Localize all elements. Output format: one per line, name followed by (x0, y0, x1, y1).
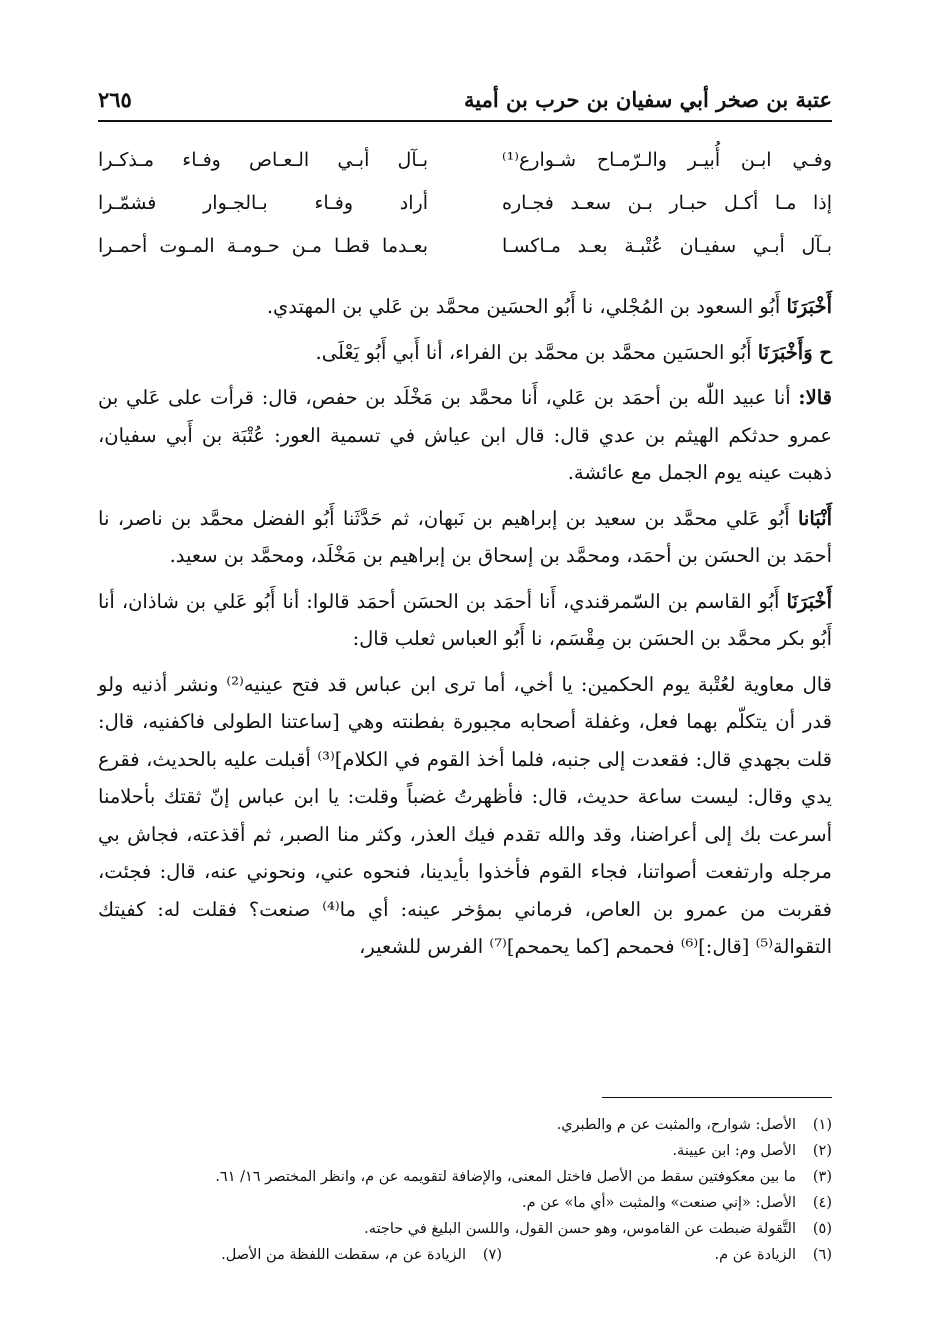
paragraph-text: أنا عبيد اللّٰه بن أحمَد بن عَلي، أَنا محمَّد بن مَخْلَد بن حفص، قال: قرأت على عَلي بن عمرو حدثكم الهيثم بن عدي قال: قال ابن عياش في تسمية العور: عُتْبَة بن أَبي سفيان، ذهبت عينه يوم الجمل مع عائشة. (98, 386, 832, 484)
footnote (98, 1164, 832, 1190)
footnote (98, 1138, 832, 1164)
paragraph-text: أَبُو السعود بن المُجْلي، نا أَبُو الحسَين محمَّد بن عَلي بن المهتدي. (266, 295, 787, 318)
footnote-divider (602, 1097, 832, 1098)
footnote-number: (٥) (812, 1221, 832, 1237)
paragraph-text: أَبُو عَلي محمَّد بن سعيد بن إبراهيم بن نَبهان، ثم حَدَّثَنا أَبُو الفضل محمَّد بن ناصر، نا أحمَد بن الحسَن بن أحمَد، ومحمَّد بن إسحاق بن إبراهيم بن مَخْلَد، ومحمَّد بن سعيد. (98, 506, 832, 567)
verse-first-hemistich: إذا مـا أكـل حبـار بـن سعـد فجـاره (502, 191, 832, 214)
footnote (172, 1242, 502, 1268)
footnote-text: الزيادة عن م. (714, 1247, 796, 1263)
verse-second-hemistich: بعـدما قطـا مـن حـومـة المـوت أحمـرا (98, 234, 428, 257)
isnad-paragraph (98, 583, 832, 658)
verse (98, 181, 832, 224)
footnote-number: (٧) (482, 1247, 502, 1263)
paragraph-lead: قالا: (798, 386, 832, 409)
verse (98, 138, 832, 181)
paragraph-text: قال معاوية لعُتْبة يوم الحكمين: يا أخي، أما ترى ابن عباس قد فتح عينيه⁽²⁾ ونشر أذنيه ولو قدر أن يتكلّم بهما فعل، وغفلة أصحابه مجبورة بفطنته وهي [ساعتنا الطولى فاكفنيه، قال: قلت بجهدي قال: فقعدت إلى جنبه، فلما أخذ القوم في الكلام]⁽³⁾ أقبلت عليه بالحديث، فقرع يدي وقال: ليست ساعة حديث، قال: فأظهرتُ غضباً وقلت: يا ابن عباس إنّ ثقتك بأحلامنا أسرعت بك إلى أعراضنا، وقد والله تقدم فيك العذر، وكثر منا الصبر، ثم أقذعته، فجاش بي مرجله وارتفعت أصواتنا، فجاء القوم فأخذوا بأيدينا، فنحوه عني، ونحوني عنه، قال: فجئت، فقربت من عمرو بن العاص، فرماني بمؤخر عينه: أي ما⁽⁴⁾ صنعت؟ فقلت له: كفيتك التقوالة⁽⁵⁾ [قال:]⁽⁶⁾ فحمحم [كما يحمحم]⁽⁷⁾ الفرس للشعير، (98, 672, 833, 958)
verse-second-hemistich: بـآل أبـي الـعـاص وفـاء مـذكـرا (98, 148, 428, 171)
paragraph-lead: أَخْبَرَنَا (786, 295, 832, 318)
page-number: ٢٦٥ (98, 86, 132, 112)
verse (98, 224, 832, 267)
footnote (98, 1112, 832, 1138)
isnad-paragraph (98, 334, 832, 372)
paragraph-lead: ح وَأَخْبَرَنَا (757, 340, 832, 364)
footnotes (98, 1112, 832, 1268)
isnad-paragraph (98, 379, 832, 492)
verse-first-hemistich: بـآل أبـي سفيـان عُتْبـة بعـد مـاكسـا (502, 234, 832, 257)
verse-second-hemistich: أراد وفـاء بـالجـوار فشمّـرا (98, 191, 428, 214)
footnote-number: (٣) (812, 1169, 832, 1185)
footnote-number: (٦) (812, 1247, 832, 1263)
footnote (98, 1216, 832, 1242)
paragraph-lead: أَنْبَانا (797, 506, 832, 530)
footnote (502, 1242, 832, 1268)
paragraph-lead: أَخْبَرَنَا (786, 589, 832, 613)
footnote-text: الزيادة عن م، سقطت اللفظة من الأصل. (221, 1247, 466, 1263)
isnad-paragraph (98, 500, 832, 575)
poem (98, 138, 832, 267)
running-title: عتبة بن صخر أبي سفيان بن حرب بن أمية (464, 86, 832, 112)
verse-first-hemistich: وفـي ابـن أُبيـر والـرّمـاح شـوارع⁽¹⁾ (502, 148, 832, 171)
footnote-number: (٤) (812, 1195, 832, 1211)
footnote-text: الأصل: شوارح، والمثبت عن م والطبري. (556, 1117, 796, 1133)
body-text (98, 288, 832, 974)
narrative-paragraph (98, 666, 832, 966)
footnote-number: (١) (812, 1117, 832, 1133)
isnad-paragraph (98, 288, 832, 326)
footnote-text: ما بين معكوفتين سقط من الأصل فاختل المعنى، والإضافة لتقويمه عن م، وانظر المختصر ١٦/ ٦١. (215, 1169, 796, 1185)
footnote-text: التَّقولة ضبطت عن القاموس، وهو حسن القول، واللسن البليغ في حاجته. (364, 1221, 796, 1237)
page-header (98, 78, 832, 122)
footnote (98, 1190, 832, 1216)
footnote-row (98, 1242, 832, 1268)
footnote-text: الأصل: «إني صنعت» والمثبت «أي ما» عن م. (522, 1195, 796, 1211)
paragraph-text: أَبُو الحسَين محمَّد بن محمَّد بن الفراء، أنا أَبي أَبُو يَعْلَى. (315, 340, 758, 364)
footnote-text: الأصل وم: ابن عيينة. (672, 1143, 796, 1159)
footnote-number: (٢) (812, 1143, 832, 1159)
paragraph-text: أَبُو القاسم بن السّمرقندي، أَنا أحمَد بن الحسَن أحمَد قالوا: أنا أَبُو عَلي بن شاذان، أنا أَبُو بكر محمَّد بن الحسَن بن مِقْسَم، نا أَبُو العباس ثعلب قال: (98, 589, 832, 650)
